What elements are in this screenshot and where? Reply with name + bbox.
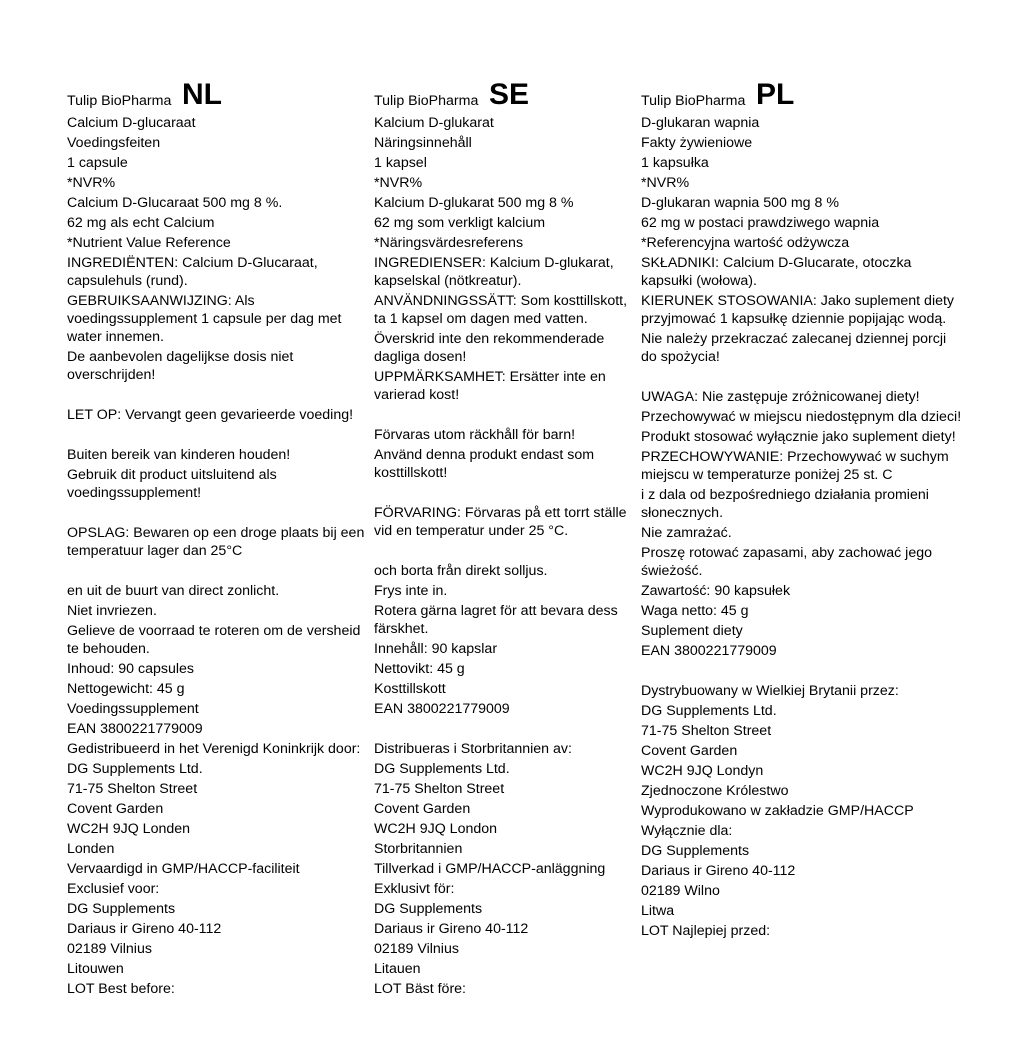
label-line: Använd denna produkt endast som kosttillskott! (374, 447, 599, 481)
label-line: Näringsinnehåll (374, 135, 472, 151)
label-line: Förvaras utom räckhåll för barn! (374, 427, 576, 443)
label-line: Produkt stosować wyłącznie jako suplement diety! (641, 429, 956, 445)
label-line: Nettogewicht: 45 g (67, 681, 185, 697)
label-line: 71-75 Shelton Street (641, 723, 772, 739)
label-line: *Näringsvärdesreferens (374, 235, 524, 251)
label-line: ANVÄNDNINGSSÄTT: Som kosttillskott, ta 1 kapsel om dagen med vatten. (374, 293, 632, 327)
label-line: WC2H 9JQ Londyn (641, 763, 764, 779)
label-line: Kosttillskott (374, 681, 446, 697)
label-line: OPSLAG: Bewaren op een droge plaats bij een temperatuur lager dan 25°C (67, 525, 369, 559)
label-line: DG Supplements Ltd. (641, 703, 777, 719)
label-line: 02189 Vilnius (374, 941, 459, 957)
label-line: Innehåll: 90 kapslar (374, 641, 498, 657)
label-line: 62 mg als echt Calcium (67, 215, 215, 231)
label-line: UPPMÄRKSAMHET: Ersätter inte en varierad kost! (374, 369, 610, 403)
label-line: Covent Garden (641, 743, 738, 759)
label-line: Vervaardigd in GMP/HACCP-faciliteit (67, 861, 300, 877)
label-line: Kalcium D-glukarat (374, 115, 494, 131)
label-line: Överskrid inte den rekommenderade dagliga dosen! (374, 331, 609, 365)
label-line: Storbritannien (374, 841, 463, 857)
label-line: Inhoud: 90 capsules (67, 661, 194, 677)
label-line: De aanbevolen dagelijkse dosis niet overschrijden! (67, 349, 298, 383)
label-line: Litauen (374, 961, 421, 977)
label-line: Covent Garden (374, 801, 471, 817)
label-line: EAN 3800221779009 (374, 701, 510, 717)
brand-name: Tulip BioPharma (374, 93, 479, 109)
blank-line (641, 368, 963, 386)
label-line: Calcium D-Glucaraat 500 mg 8 %. (67, 195, 283, 211)
label-line: Nie należy przekraczać zalecanej dziennej porcji do spożycia! (641, 331, 951, 365)
column-se (374, 76, 636, 998)
label-line: 02189 Vilnius (67, 941, 152, 957)
label-line: LOT Najlepiej przed: (641, 923, 771, 939)
column-header (374, 76, 636, 112)
label-line: INGREDIËNTEN: Calcium D-Glucaraat, capsulehuls (rund). (67, 255, 322, 289)
language-code: SE (489, 78, 530, 111)
label-line: Frys inte in. (374, 583, 448, 599)
label-line: WC2H 9JQ Londen (67, 821, 191, 837)
label-line: Dariaus ir Gireno 40-112 (374, 921, 529, 937)
label-line: Waga netto: 45 g (641, 603, 749, 619)
label-line: Distribueras i Storbritannien av: (374, 741, 572, 757)
label-line: PRZECHOWYWANIE: Przechowywać w suchym miejscu w temperaturze poniżej 25 st. C (641, 449, 953, 483)
label-line: DG Supplements (67, 901, 176, 917)
blank-line (374, 406, 636, 424)
label-line: Kalcium D-glukarat 500 mg 8 % (374, 195, 574, 211)
label-line: UWAGA: Nie zastępuje zróżnicowanej diety! (641, 389, 920, 405)
label-line: 02189 Wilno (641, 883, 720, 899)
label-line: *NVR% (374, 175, 423, 191)
label-line: och borta från direkt solljus. (374, 563, 548, 579)
label-line: 71-75 Shelton Street (67, 781, 198, 797)
label-line: 62 mg w postaci prawdziwego wapnia (641, 215, 880, 231)
label-line: *Nutrient Value Reference (67, 235, 231, 251)
label-line: D-glukaran wapnia 500 mg 8 % (641, 195, 839, 211)
label-line: Covent Garden (67, 801, 164, 817)
blank-line (374, 720, 636, 738)
label-line: Tillverkad i GMP/HACCP-anläggning (374, 861, 606, 877)
label-line: Dariaus ir Gireno 40-112 (641, 863, 796, 879)
label-line: Voedingssupplement (67, 701, 199, 717)
label-line: 1 kapsułka (641, 155, 709, 171)
blank-line (67, 386, 372, 404)
label-line: *NVR% (641, 175, 690, 191)
blank-line (67, 562, 372, 580)
label-line: Nettovikt: 45 g (374, 661, 465, 677)
label-line: SKŁADNIKI: Calcium D-Glucarate, otoczka kapsułki (wołowa). (641, 255, 916, 289)
label-line: 71-75 Shelton Street (374, 781, 505, 797)
label-line: Proszę rotować zapasami, aby zachować jego świeżość. (641, 545, 936, 579)
blank-line (67, 504, 372, 522)
label-line: KIERUNEK STOSOWANIA: Jako suplement diety przyjmować 1 kapsułkę dziennie popijając wodą. (641, 293, 958, 327)
label-line: EAN 3800221779009 (67, 721, 203, 737)
label-lines (641, 114, 963, 940)
label-line: DG Supplements (641, 843, 750, 859)
label-line: INGREDIENSER: Kalcium D-glukarat, kapselskal (nötkreatur). (374, 255, 618, 289)
label-line: LOT Bäst före: (374, 981, 466, 997)
label-line: Przechowywać w miejscu niedostępnym dla dzieci! (641, 409, 962, 425)
label-line: LOT Best before: (67, 981, 175, 997)
label-line: Dariaus ir Gireno 40-112 (67, 921, 222, 937)
label-line: GEBRUIKSAANWIJZING: Als voedingssupplement 1 capsule per dag met water innemen. (67, 293, 346, 345)
label-line: Zawartość: 90 kapsułek (641, 583, 791, 599)
label-line: LET OP: Vervangt geen gevarieerde voeding! (67, 407, 354, 423)
label-line: i z dala od bezpośredniego działania promieni słonecznych. (641, 487, 933, 521)
label-line: Gedistribueerd in het Verenigd Koninkrijk door: (67, 741, 361, 757)
label-line: Dystrybuowany w Wielkiej Brytanii przez: (641, 683, 899, 699)
label-line: DG Supplements (374, 901, 483, 917)
label-line: D-glukaran wapnia (641, 115, 760, 131)
label-line: Buiten bereik van kinderen houden! (67, 447, 291, 463)
label-line: Exklusivt för: (374, 881, 455, 897)
column-header (641, 76, 963, 112)
label-line: 1 kapsel (374, 155, 427, 171)
blank-line (374, 484, 636, 502)
label-line: Niet invriezen. (67, 603, 157, 619)
blank-line (67, 426, 372, 444)
label-line: 1 capsule (67, 155, 128, 171)
label-line: Litwa (641, 903, 675, 919)
label-line: Zjednoczone Królestwo (641, 783, 789, 799)
label-line: *Referencyjna wartość odżywcza (641, 235, 850, 251)
label-line: Fakty żywieniowe (641, 135, 753, 151)
label-line: 62 mg som verkligt kalcium (374, 215, 546, 231)
label-line: Londen (67, 841, 115, 857)
label-lines (374, 114, 636, 998)
label-line: Wyprodukowano w zakładzie GMP/HACCP (641, 803, 914, 819)
label-line: Calcium D-glucaraat (67, 115, 196, 131)
label-line: Suplement diety (641, 623, 743, 639)
blank-line (641, 662, 963, 680)
label-line: DG Supplements Ltd. (374, 761, 510, 777)
label-line: en uit de buurt van direct zonlicht. (67, 583, 280, 599)
brand-name: Tulip BioPharma (67, 93, 172, 109)
label-line: EAN 3800221779009 (641, 643, 777, 659)
label-line: Gebruik dit product uitsluitend als voedingssupplement! (67, 467, 281, 501)
column-nl (67, 76, 372, 998)
label-line: Nie zamrażać. (641, 525, 732, 541)
column-pl (641, 76, 963, 940)
label-line: FÖRVARING: Förvaras på ett torrt ställe vid en temperatur under 25 °C. (374, 505, 631, 539)
label-lines (67, 114, 372, 998)
language-code: NL (182, 78, 222, 111)
label-line: DG Supplements Ltd. (67, 761, 203, 777)
blank-line (374, 542, 636, 560)
column-header (67, 76, 372, 112)
label-line: Rotera gärna lagret för att bevara dess färskhet. (374, 603, 622, 637)
label-line: Voedingsfeiten (67, 135, 161, 151)
label-line: Litouwen (67, 961, 124, 977)
language-code: PL (756, 78, 795, 111)
label-line: *NVR% (67, 175, 116, 191)
label-line: WC2H 9JQ London (374, 821, 498, 837)
label-line: Wyłącznie dla: (641, 823, 733, 839)
brand-name: Tulip BioPharma (641, 93, 746, 109)
label-line: Gelieve de voorraad te roteren om de versheid te behouden. (67, 623, 365, 657)
label-line: Exclusief voor: (67, 881, 160, 897)
